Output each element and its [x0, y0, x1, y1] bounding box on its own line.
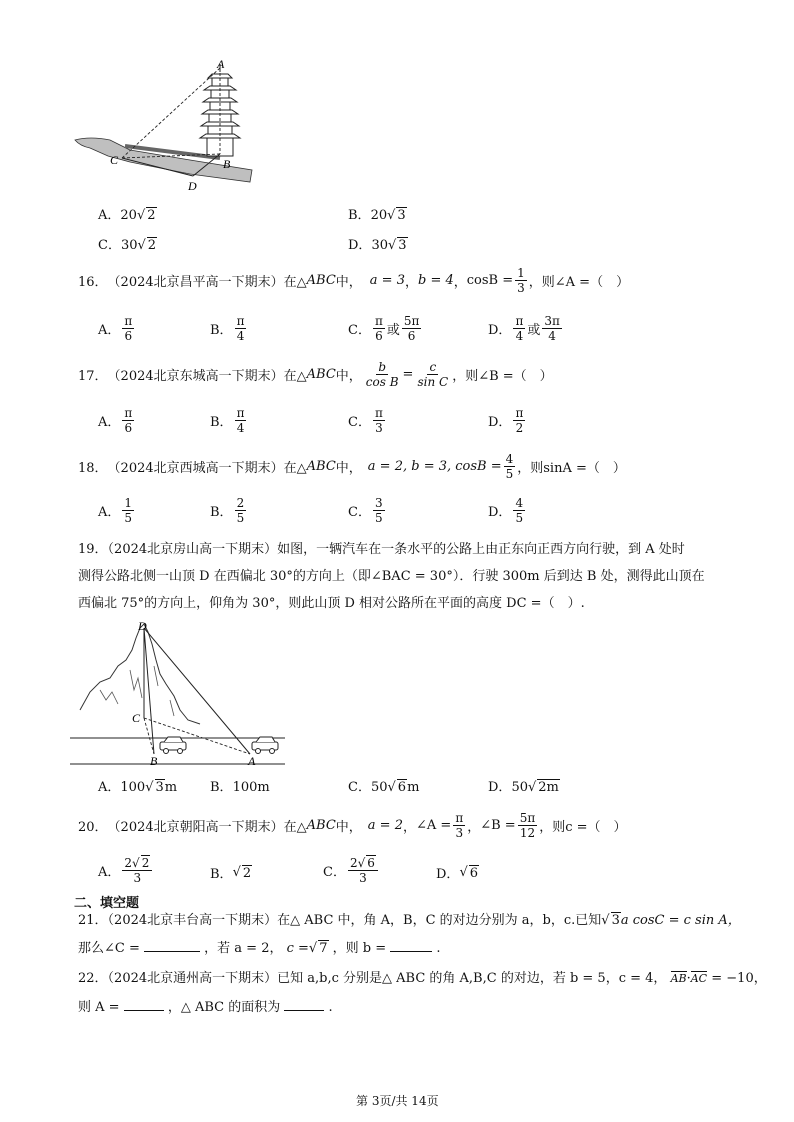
q16-stem: 16． （2024北京昌平高一下期末） 在△ ABC 中， a = 3 ， b = 4 ， cosB = $\frac{1}{3}$ ，则∠A =（ ） [78, 266, 630, 295]
q15-option-b[interactable]: B．20√ 3 [348, 208, 406, 223]
q21-blank-b[interactable] [390, 951, 432, 952]
q18-option-d[interactable]: D． $\frac{4}{5}$ [488, 496, 524, 525]
q22-line2: 则 A = ，△ ABC 的面积为 . [78, 1000, 333, 1015]
q19-stem-line2: 测得公路北侧一山顶 D 在西偏北 30°的方向上（即∠BAC = 30°）．行驶 300m 后到达 B 处，测得此山顶在 [78, 569, 705, 584]
q17-stem: 17． （2024北京东城高一下期末） 在△ ABC 中， $\frac{b}{\text{cos B}}$ = $\frac{c}{\text{sin C}}$ ，则∠B =（ ） [78, 360, 553, 389]
q21-line2: 那么∠C = ，若 a = 2， c =√ 7 ，则 b = . [78, 941, 441, 956]
label-C: C [132, 711, 141, 725]
q20-option-a[interactable]: A． $\frac{2√ 2}{3}$ [98, 856, 154, 885]
q17-option-b[interactable]: B． $\frac{\pi}{4}$ [210, 406, 245, 435]
q19-option-d[interactable]: D．50√ 2m [488, 780, 559, 795]
q20-option-b[interactable]: B． √ 2 [210, 865, 252, 882]
q20-option-d[interactable]: D． √ 6 [436, 865, 479, 882]
q19-option-c[interactable]: C．50√ 6m [348, 780, 420, 795]
q20-option-c[interactable]: C． $\frac{2√ 6}{3}$ [323, 856, 380, 885]
mountain-figure [70, 620, 290, 770]
q21-blank-angle-c[interactable] [144, 951, 200, 952]
q15-option-a[interactable]: A．20√ 2 [98, 208, 156, 223]
q16-option-b[interactable]: B． $\frac{\pi}{4}$ [210, 314, 245, 343]
q19-stem-line1: 19．（2024北京房山高一下期末）如图，一辆汽车在一条水平的公路上由正东向正西方向行驶，到 A 处时 [78, 542, 685, 557]
q16-option-a[interactable]: A． $\frac{\pi}{6}$ [98, 314, 133, 343]
label-B: B [150, 754, 158, 768]
q15-option-d[interactable]: D．30√ 3 [348, 238, 407, 253]
label-D: D [188, 179, 197, 193]
q18-option-c[interactable]: C． $\frac{3}{5}$ [348, 496, 383, 525]
label-C: C [110, 153, 119, 167]
q19-stem-line3: 西偏北 75°的方向上，仰角为 30°，则此山顶 D 相对公路所在平面的高度 DC =（ ）. [78, 596, 585, 611]
q22-blank-area[interactable] [284, 1010, 324, 1011]
q20-stem: 20． （2024北京朝阳高一下期末） 在△ ABC 中， a = 2 ， ∠A = $\frac{\pi}{3}$ ， ∠B = $\frac{5\pi}{12}$ ，则c =（ ） [78, 811, 627, 840]
q17-option-a[interactable]: A． $\frac{\pi}{6}$ [98, 406, 133, 435]
q16-option-c[interactable]: C． $\frac{\pi}{6}$ 或 $\frac{5\pi}{6}$ [348, 314, 420, 343]
q19-option-a[interactable]: A．100√ 3m [98, 780, 178, 795]
label-D: D [138, 620, 147, 633]
pagoda-figure [70, 58, 260, 198]
q17-option-c[interactable]: C． $\frac{\pi}{3}$ [348, 406, 383, 435]
label-A: A [248, 754, 256, 768]
label-B: B [223, 157, 231, 171]
q21-line1: 21．（2024北京丰台高一下期末）在△ ABC 中，角 A，B，C 的对边分别为 a，b，c.已知√ 3a cosC = c sin A， [78, 913, 741, 928]
q19-option-b[interactable]: B．100m [210, 780, 270, 795]
q18-option-a[interactable]: A． $\frac{1}{5}$ [98, 496, 133, 525]
q16-option-d[interactable]: D． $\frac{\pi}{4}$ 或 $\frac{3\pi}{4}$ [488, 314, 560, 343]
q18-option-b[interactable]: B． $\frac{2}{5}$ [210, 496, 245, 525]
label-A: A [217, 58, 225, 71]
q22-line1: 22．（2024北京通州高一下期末）已知 a,b,c 分别是△ ABC 的角 A,B,C 的对边，若 b = 5，c = 4， AB·AC = −10， [78, 971, 767, 986]
q15-option-c[interactable]: C．30√ 2 [98, 238, 157, 253]
q18-stem: 18． （2024北京西城高一下期末） 在△ ABC 中， a = 2, b = 3, cosB = $\frac{4}{5}$ ，则sinA =（ ） [78, 452, 626, 481]
page-footer: 第 3页/共 14页 [356, 1094, 439, 1108]
q22-blank-angle-a[interactable] [124, 1010, 164, 1011]
section-heading-fill-in: 二、填空题 [74, 896, 140, 911]
q17-option-d[interactable]: D． $\frac{\pi}{2}$ [488, 406, 524, 435]
